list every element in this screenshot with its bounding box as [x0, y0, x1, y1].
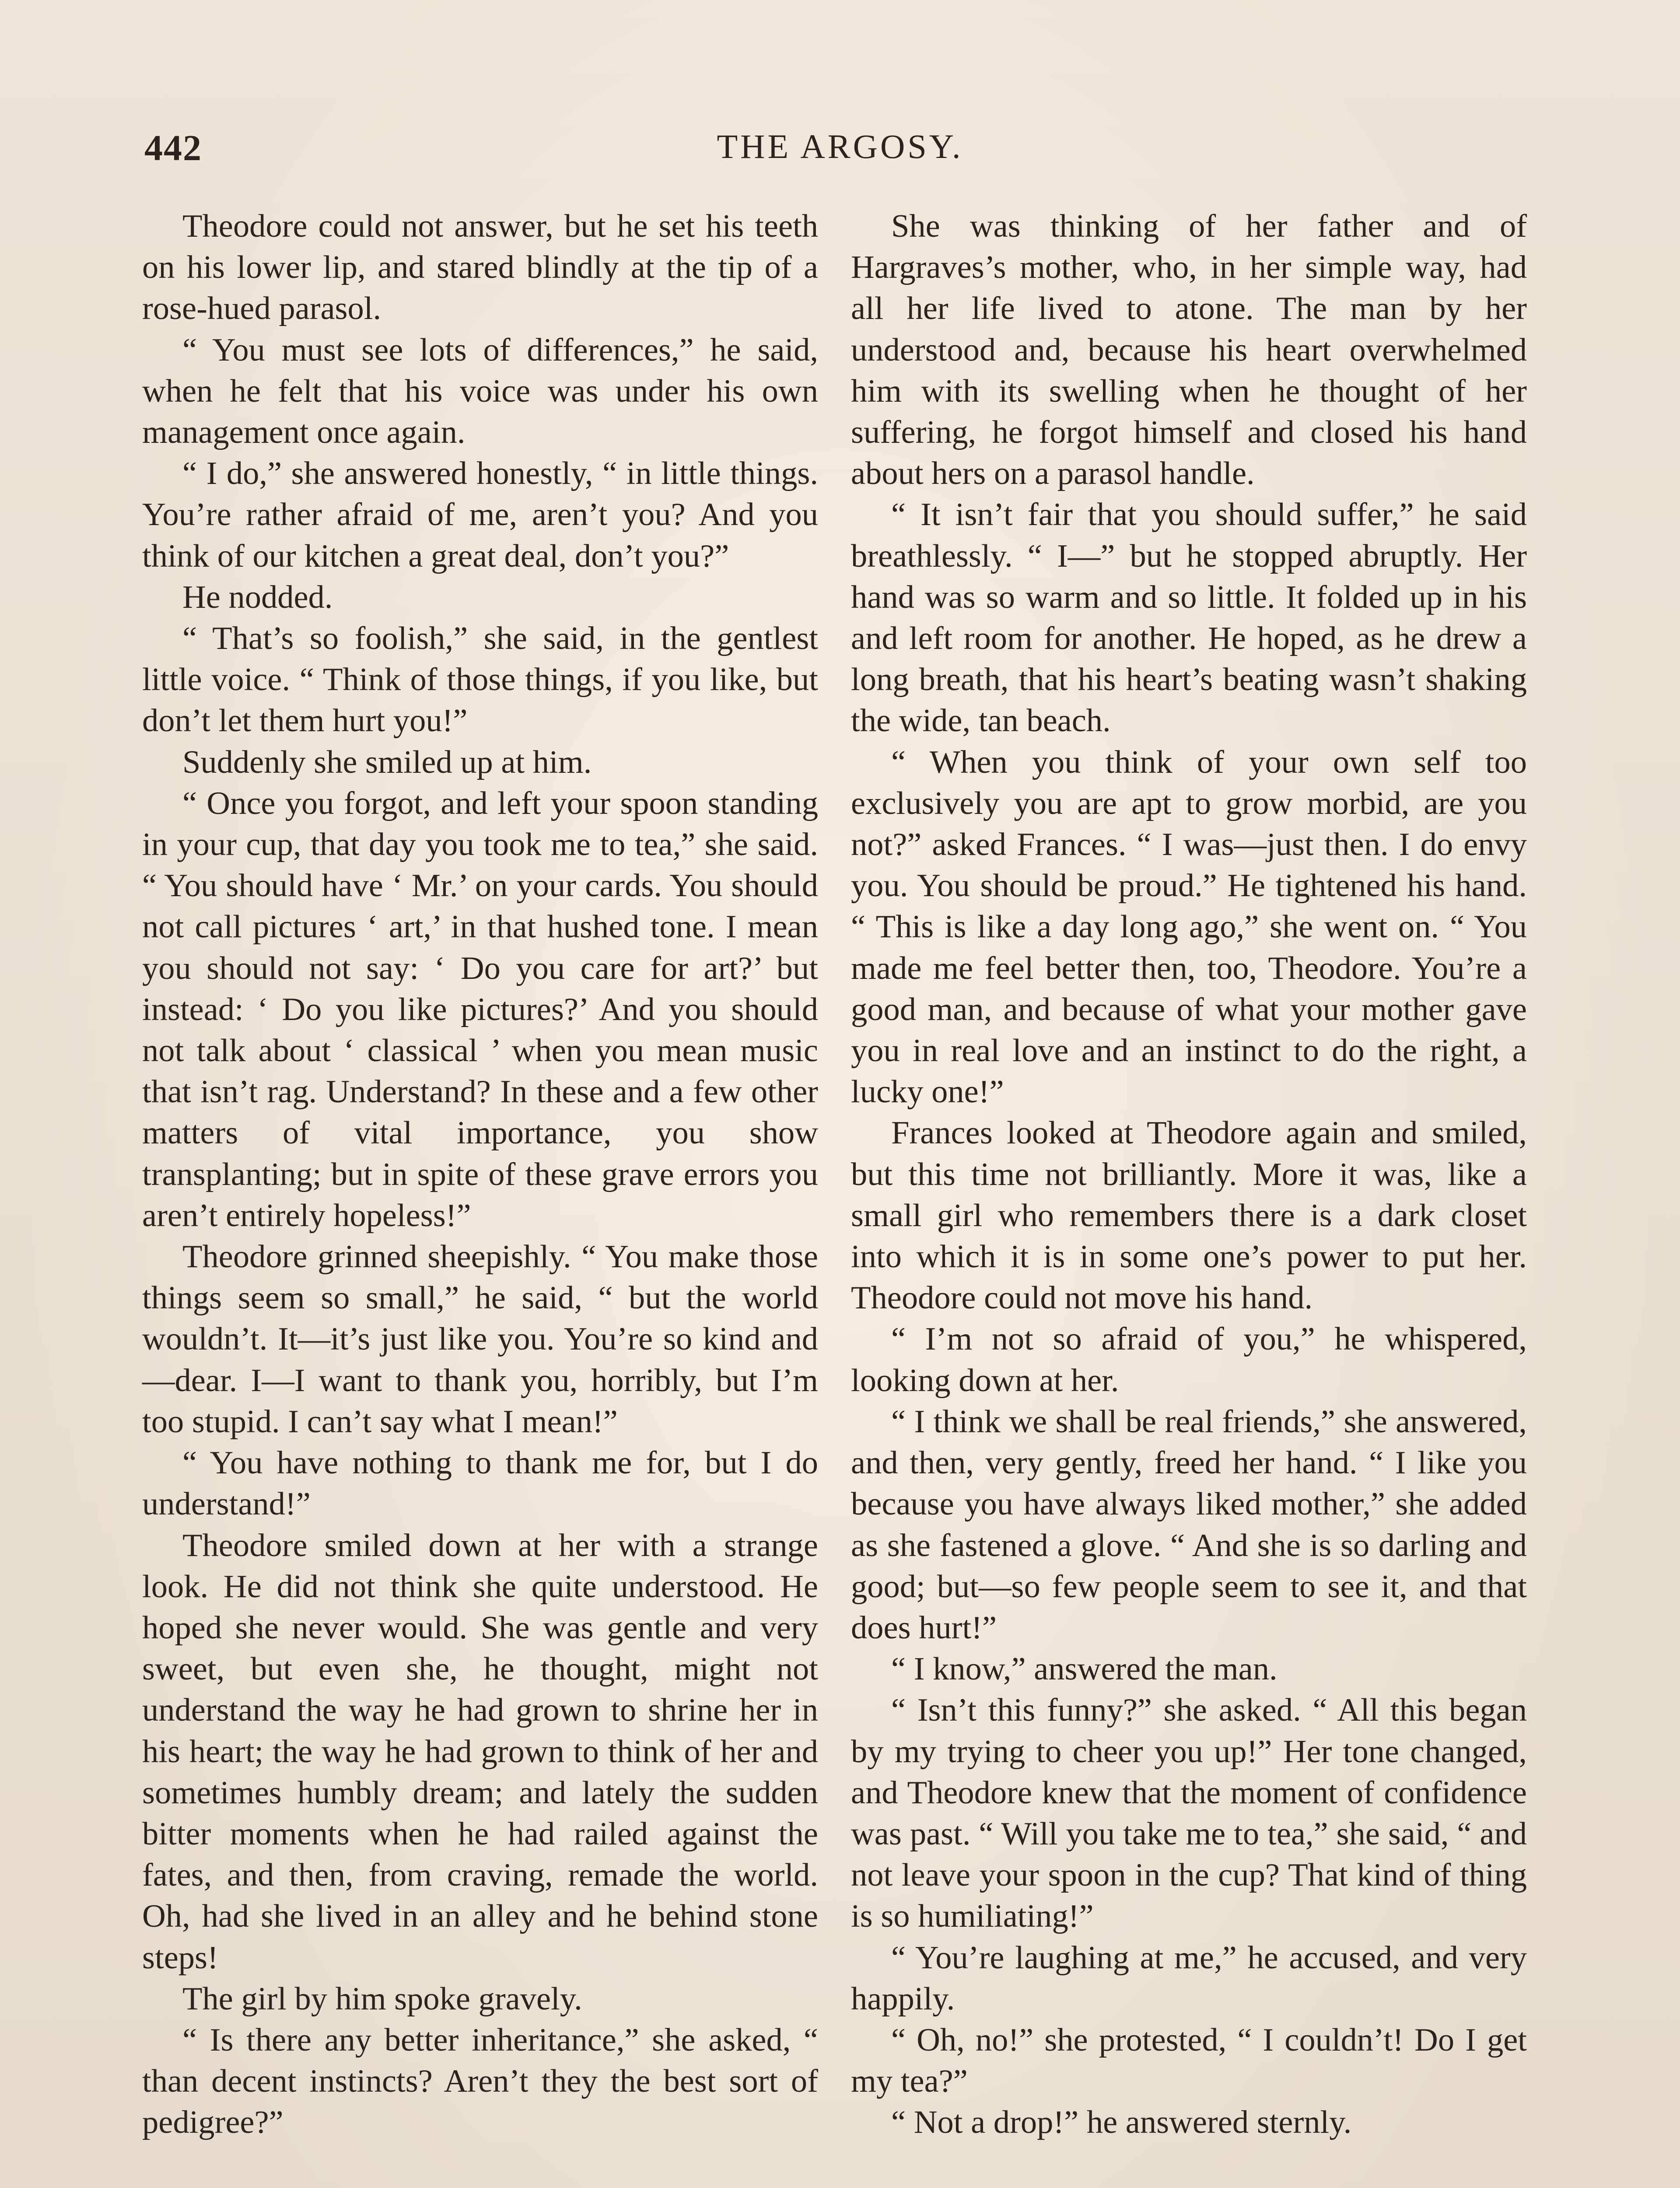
paragraph: “ Is there any better inheritance,” she asked, “ than decent instincts? Aren’t they the best sort of pedigree?”	[142, 2022, 818, 2141]
paragraph: “ Isn’t this funny?” she asked. “ All this began by my trying to cheer you up!” Her tone changed, and Theodore knew that the moment of confidence was past. “ Will you take me to tea,” she said, “ and not leave your spoon in the cup? That kind of thing is so humiliating!”	[851, 1692, 1527, 1935]
paragraph: “ I know,” answered the man.	[891, 1651, 1278, 1687]
paragraph: Frances looked at Theodore again and smiled, but this time not brilliantly. More it was, like a small girl who remembers there is a dark closet into which it is in some one’s power to put her. Theodore could not move his hand.	[851, 1115, 1527, 1316]
paragraph: “ Not a drop!” he answered sternly.	[891, 2104, 1352, 2141]
paragraph: “ Oh, no!” she protested, “ I couldn’t! Do I get my tea?”	[851, 2022, 1527, 2100]
page-number: 442	[144, 128, 202, 168]
paragraph: Theodore could not answer, but he set his teeth on his lower lip, and stared blindly at the tip of a rose-hued parasol.	[142, 208, 818, 327]
page-header	[144, 127, 1536, 179]
paragraph: “ You must see lots of differences,” he said, when he felt that his voice was under his own management once again.	[142, 332, 818, 451]
paragraph: Theodore smiled down at her with a strange look. He did not think she quite understood. He hoped she never would. She was gentle and very sweet, but even she, he thought, might not understand the way he had grown to shrine her in his heart; the way he had grown to think of her and sometimes humbly dream; and lately the sudden bitter moments when he had railed against the fates, and then, from craving, remade the world. Oh, had she lived in an alley and he behind stone steps!	[142, 1527, 818, 1976]
paragraph: “ It isn’t fair that you should suffer,” he said breathlessly. “ I—” but he stopped abruptly. Her hand was so warm and so little. It folded up in his and left room for another. He hoped, as he drew a long breath, that his heart’s beating wasn’t shaking the wide, tan beach.	[851, 497, 1527, 739]
left-column	[142, 206, 818, 2188]
paragraph: “ I think we shall be real friends,” she answered, and then, very gently, freed her hand. “ I like you because you have always liked mother,” she added as she fastened a glove. “ And she is so darling and good; but—so few people seem to see it, and that does hurt!”	[851, 1403, 1527, 1646]
right-column	[851, 206, 1527, 2188]
running-head: THE ARGOSY.	[717, 127, 963, 165]
paragraph: The girl by him spoke gravely.	[182, 1981, 582, 2017]
paragraph: She was thinking of her father and of Hargraves’s mother, who, in her simple way, had all her life lived to atone. The man by her understood and, because his heart overwhelmed him with its swelling when he thought of her suffering, he forgot himself and closed his hand about hers on a parasol handle.	[851, 208, 1527, 492]
paragraph: “ You’re laughing at me,” he accused, and very happily.	[851, 1939, 1527, 2017]
paragraph: “ That’s so foolish,” she said, in the gentlest little voice. “ Think of those things, if you like, but don’t let them hurt you!”	[142, 621, 818, 739]
paragraph: “ You have nothing to thank me for, but I do understand!”	[142, 1445, 818, 1522]
paragraph: He nodded.	[182, 579, 333, 615]
paragraph: “ I’m not so afraid of you,” he whispered, looking down at her.	[851, 1321, 1527, 1399]
paragraph: “ I do,” she answered honestly, “ in little things. You’re rather afraid of me, aren’t you? And you think of our kitchen a great deal, don’t you?”	[142, 456, 818, 574]
paragraph: “ Once you forgot, and left your spoon standing in your cup, that day you took me to tea,” she said. “ You should have ‘ Mr.’ on your cards. You should not call pictures ‘ art,’ in that hushed tone. I mean you should not say: ‘ Do you care for art?’ but instead: ‘ Do you like pictures?’ And you should not talk about ‘ classical ’ when you mean music that isn’t rag. Understand? In these and a few other matters of vital importance, you show transplanting; but in spite of these grave errors you aren’t entirely hopeless!”	[142, 785, 818, 1234]
paragraph: “ When you think of your own self too exclusively you are apt to grow morbid, are you not?” asked Frances. “ I was—just then. I do envy you. You should be proud.” He tightened his hand. “ This is like a day long ago,” she went on. “ You made me feel better then, too, Theodore. You’re a good man, and because of what your mother gave you in real love and an instinct to do the right, a lucky one!”	[851, 744, 1527, 1110]
paragraph: Theodore grinned sheepishly. “ You make those things seem so small,” he said, “ but the world wouldn’t. It—it’s just like you. You’re so kind and—dear. I—I want to thank you, horribly, but I’m too stupid. I can’t say what I mean!”	[142, 1239, 818, 1440]
paragraph: Suddenly she smiled up at him.	[182, 744, 592, 780]
